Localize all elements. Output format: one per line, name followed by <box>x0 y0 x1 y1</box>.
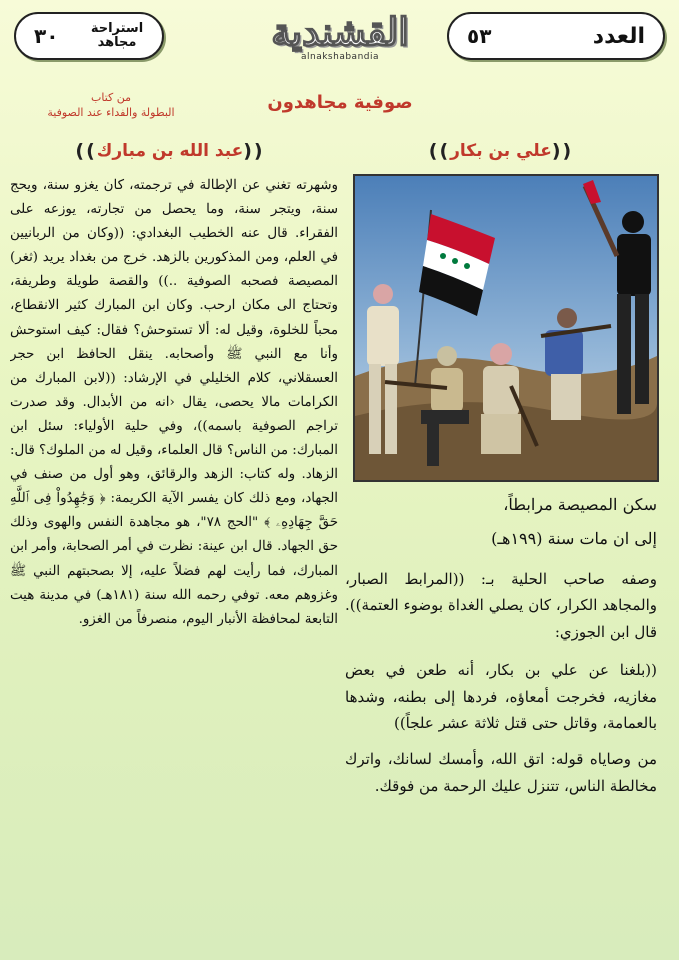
right-column-title <box>351 134 651 168</box>
source-line2: البطولة والفداء عند الصوفية <box>47 106 175 119</box>
magazine-logo <box>240 4 440 82</box>
right-title-text: علي بن بكار <box>450 141 552 161</box>
left-paragraph-1: وشهرته تغني عن الإطالة في ترجمته، كان يغزو سنة، ويحج سنة، ويتجر سنة، وما يحصل من تجارته، يوزعه على الفقراء. قال عنه الخطيب البغدادي: ((وكان من الربانيين في العلم، ومن المذكورين بالزهد. خرج من بغداد يريد (ثغر) المصيصة فصحبه الصوفية ..)) والقصة طويلة وطريفة، وتحتاج الى مكان ارحب. وكان ابن المبارك كثير الانقطاع، محباً للخلوة، وقيل له: ألا تستوحش؟ فقال: كيف استوحش وأنا مع النبي ﷺ وأصحابه. ينقل الحافظ ابن حجر العسقلاني، كلام الخليلي في الإرشاد: ((لابن المبارك من الكرامات مالا يحصى، يقال ‹انه من الأبدال. وقد صدرت تراجم الصوفية باسمه))، وفي حلية الأولياء: سئل ابن المبارك: من الناس؟ قال العلماء، وقيل له من الملوك؟ قال: الزهاد. وله كتاب: الزهد والرقائق، وهو أول من صنف في الجهاد، ومع ذلك كان يفسر الآية الكريمة: ﴿ وَجَٰهِدُواْ فِى ٱللَّهِ حَقَّ جِهَادِهِۦ ﴾ "الحج ٧٨"، هو مجاهدة النفس والهوى وذلك حق الجهاد. قال ابن عينة: نظرت في أمر الصحابة، وأمر ابن المبارك، فما رأيت لهم فضلاً عليه، إلا بصحبتهم النبي ﷺ وغزوهم معه. توفي رحمه الله سنة (١٨١هـ) في مدينة هيت التابعة لمحافظة الأنبار اليوم، منصرفاً من الغزو. <box>10 178 338 627</box>
caption-line2: إلى ان مات سنة (١٩٩هـ) <box>491 529 657 548</box>
page-headline: صوفية مجاهدون <box>267 92 413 113</box>
right-paragraph-3: من وصاياه قوله: اتق الله، وأمسك لسانك، واترك مخالطة الناس، تتنزل عليك الرحمة من فوقك. <box>345 750 657 795</box>
issue-label: العدد <box>592 23 645 49</box>
issue-ribbon <box>447 12 665 60</box>
left-title-text: عبد الله بن مبارك <box>96 141 244 161</box>
break-number: ٣٠ <box>34 24 59 48</box>
fighters-photo <box>353 174 659 482</box>
photo-caption <box>351 488 657 556</box>
source-note <box>36 90 186 120</box>
logo-subtext: alnakshabandia <box>300 52 379 62</box>
title-bracket-close: )) <box>428 140 451 162</box>
photo-illustration <box>355 176 657 480</box>
logo-text: القشندية <box>271 9 409 54</box>
break-label <box>90 22 144 50</box>
title-bracket-open: (( <box>551 140 574 162</box>
caption-line1: سكن المصيصة مرابطاً، <box>503 495 657 514</box>
break-ribbon <box>14 12 164 60</box>
right-paragraph-1: وصفه صاحب الحلية بـ: ((المرابط الصبار، والمجاهد الكرار، كان يصلي الغداة بوضوء العتمة)). قال ابن الجوزي: <box>345 570 657 641</box>
right-column-body <box>345 566 657 811</box>
break-label-line2: مجاهد <box>97 35 137 50</box>
source-line1: من كتاب <box>90 91 132 104</box>
title-bracket-open: (( <box>243 140 265 162</box>
break-label-line1: استراحة <box>90 21 144 36</box>
issue-number: ٥٣ <box>467 24 492 48</box>
left-column-body <box>10 174 338 944</box>
left-column-title <box>10 134 330 168</box>
right-paragraph-2: ((بلغنا عن علي بن بكار، أنه طعن في بعض مغازيه، فخرجت أمعاؤه، فردها إلى بطنه، وشدها بالعمامة، وقاتل حتى قتل ثلاثة عشر علجاً)) <box>345 661 657 733</box>
title-bracket-close: )) <box>75 140 97 162</box>
